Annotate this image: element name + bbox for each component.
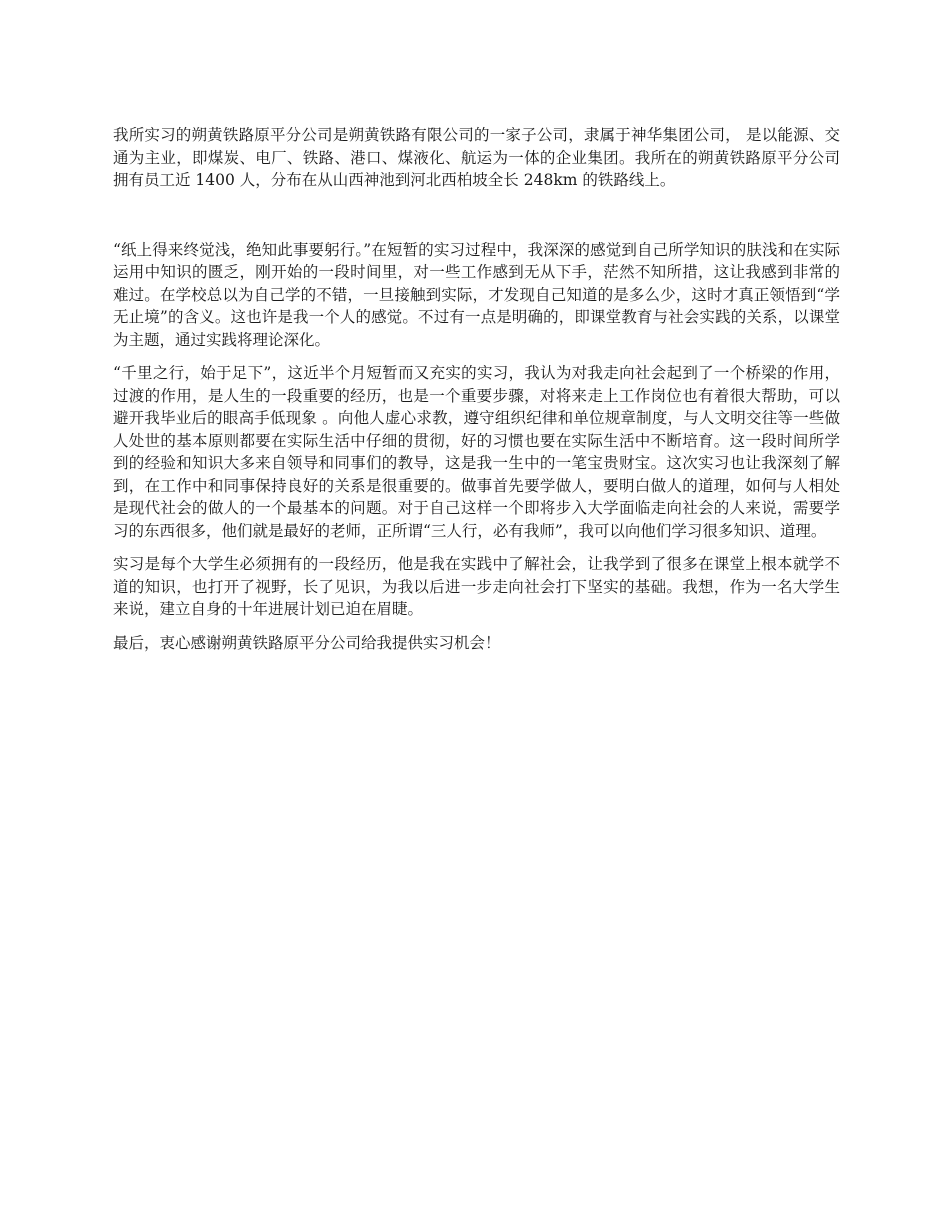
paragraph-company-intro: 我所实习的朔黄铁路原平分公司是朔黄铁路有限公司的一家子公司，隶属于神华集团公司， 是以能源、交通为主业，即煤炭、电厂、铁路、港口、煤液化、航运为一体的企业集团。我所在的朔黄铁路原平分公司拥有员工近 1400 人，分布在从山西神池到河北西柏坡全长 248km 的铁路线上。 [113, 126, 840, 189]
paragraph-internship-value: “千里之行，始于足下”，这近半个月短暂而又充实的实习，我认为对我走向社会起到了一个桥梁的作用，过渡的作用，是人生的一段重要的经历，也是一个重要步骤，对将来走上工作岗位也有着很大帮助，可以避开我毕业后的眼高手低现象 。向他人虚心求教，遵守组织纪律和单位规章制度，与人文明交往等一些做人处世的基本原则都要在实际生活中仔细的贯彻，好的习惯也要在实际生活中不断培育。这一段时间所学到的经验和知识大多来自领导和同事们的教导，这是我一生中的一笔宝贵财宝。这次实习也让我深刻了解到，在工作中和同事保持良好的关系是很重要的。做事首先要学做人，要明白做人的道理，如何与人相处是现代社会的做人的一个最基本的问题。对于自己这样一个即将步入大学面临走向社会的人来说，需要学习的东西很多，他们就是最好的老师，正所谓“三人行，必有我师”，我可以向他们学习很多知识、道理。 [113, 364, 840, 540]
paragraph-thanks: 最后，衷心感谢朔黄铁路原平分公司给我提供实习机会！ [113, 633, 501, 652]
paragraph-student-experience: 实习是每个大学生必须拥有的一段经历，他是我在实践中了解社会，让我学到了很多在课堂上根本就学不道的知识，也打开了视野，长了见识，为我以后进一步走向社会打下坚实的基础。我想，作为一名大学生来说，建立自身的十年进展计划已迫在眉睫。 [113, 555, 840, 618]
paragraph-practice-reflection: “纸上得来终觉浅，绝知此事要躬行。”在短暂的实习过程中，我深深的感觉到自己所学知识的肤浅和在实际运用中知识的匮乏，刚开始的一段时间里，对一些工作感到无从下手，茫然不知所措，这让我感到非常的难过。在学校总以为自己学的不错，一旦接触到实际，才发现自己知道的是多么少，这时才真正领悟到“学无止境”的含义。这也许是我一个人的感觉。不过有一点是明确的，即课堂教育与社会实践的关系，以课堂为主题，通过实践将理论深化。 [113, 240, 840, 349]
